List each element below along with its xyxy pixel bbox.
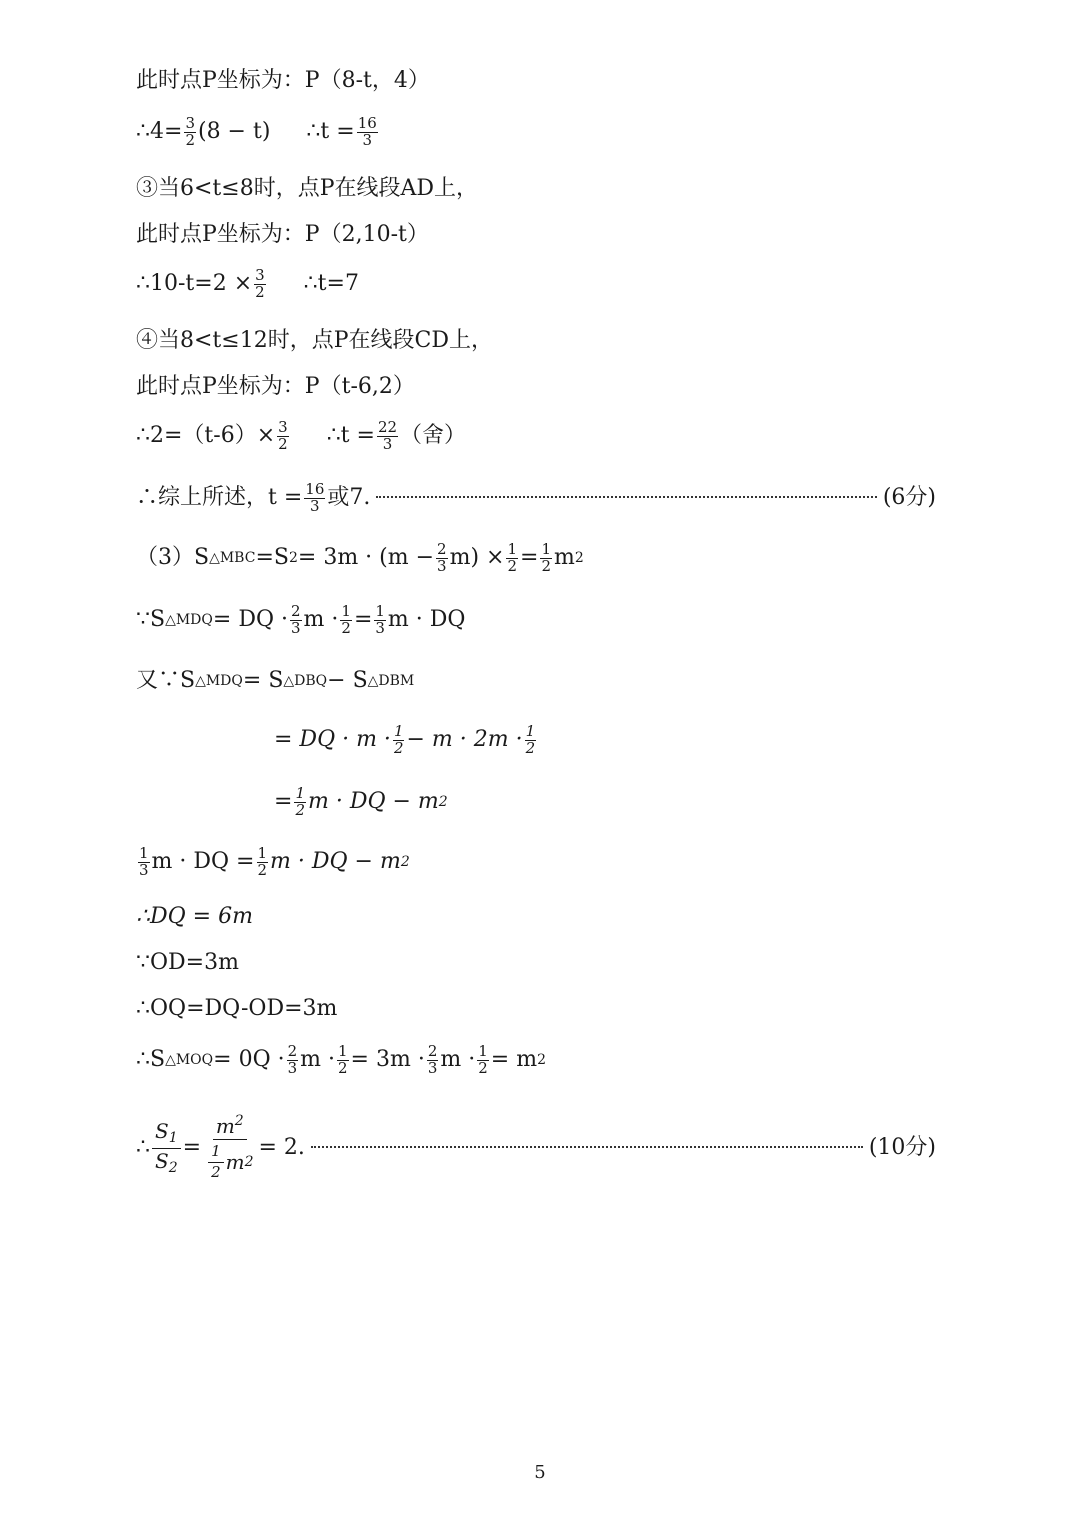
numerator: 1 [257,844,268,862]
text: m [225,1149,245,1174]
fraction [290,604,302,637]
fraction [138,846,150,879]
fraction [506,542,518,575]
text: − S [327,668,368,693]
line-area-difference [136,670,414,692]
fraction [377,420,398,453]
text: m · [440,1047,476,1073]
denominator: 2 [295,800,305,819]
text: − m · 2m · [406,727,523,753]
numerator: 1 [295,784,305,802]
fraction [540,542,552,575]
subscript: △MBC [209,550,256,567]
text: ∴S [136,1047,166,1073]
numerator: 1 [375,602,385,620]
numerator: 3 [255,266,265,284]
denominator: 3 [437,556,447,575]
numerator: 1 [478,1042,488,1060]
text: m) × [449,545,505,571]
line-expand-2 [274,786,448,819]
subscript: 2 [288,550,298,567]
denominator: 2 [478,1058,488,1077]
line-p-coordinate-2 [136,224,429,246]
text: = 3m · [350,1047,425,1073]
text: = [520,545,539,571]
denominator: 2 [257,860,268,879]
page-number: 5 [534,1462,546,1483]
text: m · DQ − m [307,789,439,815]
text: = S [242,668,284,693]
line-p-coordinate-3 [136,376,415,398]
text: ∴10-t=2 × [136,271,253,297]
fraction [184,116,196,149]
text: 此时点P坐标为：P（t-6,2） [136,374,415,399]
line-summary [136,482,936,515]
subscript: 1 [168,1130,178,1147]
superscript: 2 [234,1113,244,1129]
fraction [477,1044,489,1077]
superscript: 2 [574,550,584,567]
text: （3）S [136,545,210,571]
line-p-coordinate-1 [136,70,430,92]
superscript: 2 [438,794,448,811]
denominator: 3 [382,434,393,453]
text: = DQ · m · [274,727,391,753]
text: = DQ · [212,607,288,633]
fraction [208,1142,224,1183]
text: m · DQ [387,607,466,633]
fraction [436,542,448,575]
text: （舍） [400,423,467,449]
denominator: 3 [139,860,149,879]
text: ∵S [136,607,166,633]
line-solve-t-1 [136,116,380,149]
numerator: 16 [305,480,325,498]
line-oq [136,998,337,1020]
text: (8 − t) [197,119,271,145]
subscript: △DBQ [283,673,328,689]
text: = m [490,1047,538,1073]
denominator: 3 [375,618,385,637]
text: 又∵S [136,668,196,693]
text: = [353,607,373,633]
text: 此时点P坐标为：P（2,10-t） [136,222,429,247]
text: m [553,545,575,571]
fraction [374,604,386,637]
numerator: 1 [393,722,404,740]
numerator: 1 [139,844,149,862]
text: m · [303,607,339,633]
text: ∴t=7 [303,271,359,297]
fraction [357,116,378,149]
denominator: 2 [185,130,195,149]
fraction [337,1044,349,1077]
text: = 2. [258,1135,305,1161]
line-area-mdq [136,604,465,637]
text: = 0Q · [213,1047,285,1073]
dot-leader [376,495,876,498]
fraction [304,482,325,515]
denominator: 2 [338,1058,348,1077]
denominator: 3 [427,1058,438,1077]
line-part3-area-s2 [136,542,584,575]
fraction [257,846,269,879]
numerator: 2 [427,1042,438,1060]
text: S [155,1119,169,1144]
line-equation [136,846,410,879]
text: = [274,789,293,815]
text: ∵OD=3m [136,950,239,975]
numerator: 1 [525,722,536,740]
subscript: △MDQ [195,673,243,689]
denominator: 3 [290,618,301,637]
text: m [215,1114,235,1138]
score-label: (10分) [868,1135,936,1161]
text: 或7. [327,485,371,511]
denominator: 2 [541,556,551,575]
line-solve-t-3 [136,420,466,453]
numerator: 3 [278,418,288,436]
numerator: 1 [341,602,351,620]
subscript: △DBM [367,673,415,689]
text: ∴OQ=DQ-OD=3m [136,996,338,1021]
text: ④当8<t≤12时，点P在线段CD上， [136,328,493,353]
denominator: 2 [507,556,517,575]
numerator: 2 [287,1042,298,1060]
denominator: 2 [525,738,536,757]
text: m · [300,1047,335,1073]
numerator: 3 [185,114,195,132]
fraction [393,724,405,757]
line-case-4 [136,330,493,352]
denominator: 2 [341,618,351,637]
fraction [294,786,306,819]
superscript: 2 [400,854,410,871]
text: m · DQ = [151,849,255,875]
text: =S [255,545,289,571]
denominator: 2 [255,282,265,301]
denominator: 3 [362,130,372,149]
dot-leader [311,1145,863,1148]
numerator: 16 [357,114,377,132]
text: ∴DQ = 6m [136,904,253,929]
text: = [182,1135,202,1161]
numerator: 1 [208,1142,224,1163]
line-case-3 [136,178,478,200]
subscript: △MDQ [165,612,213,629]
subscript: 2 [168,1159,178,1176]
numerator: 22 [377,418,398,436]
score-label: (6分) [882,485,936,511]
line-expand-1 [274,724,538,757]
line-solve-t-2 [136,268,359,301]
denominator: 2 [211,1162,221,1181]
text: m · DQ − m [270,849,401,875]
text: S [155,1148,169,1173]
superscript: 2 [537,1052,546,1069]
numerator: 2 [290,602,301,620]
fraction [525,724,537,757]
text: ∴t = [326,423,375,449]
fraction [340,604,352,637]
line-ratio-result [136,1112,936,1185]
text: 此时点P坐标为：P（8-t，4） [136,68,430,93]
text: ∴综上所述，t = [136,485,303,511]
superscript: 2 [244,1153,254,1170]
numerator: 1 [541,540,551,558]
denominator: 2 [393,738,404,757]
line-dq [136,906,253,928]
fraction [254,268,266,301]
ratio-fraction [152,1119,181,1177]
fraction [277,420,289,453]
text: = 3m · (m − [297,545,435,571]
denominator: 3 [287,1058,298,1077]
text: ∴t = [306,119,355,145]
numerator: 1 [338,1042,348,1060]
subscript: △MOQ [165,1052,214,1069]
text: ∴2=（t-6）× [136,423,276,449]
text: ∴4= [136,119,183,145]
denominator: 2 [278,434,288,453]
area-fraction [203,1112,256,1185]
line-od [136,952,239,974]
fraction [427,1044,439,1077]
fraction [287,1044,299,1077]
text: ③当6<t≤8时，点P在线段AD上， [136,176,479,201]
numerator: 1 [507,540,517,558]
denominator: 3 [310,496,320,515]
numerator: 2 [437,540,447,558]
text: ∴ [136,1135,150,1161]
line-area-moq [136,1044,546,1077]
